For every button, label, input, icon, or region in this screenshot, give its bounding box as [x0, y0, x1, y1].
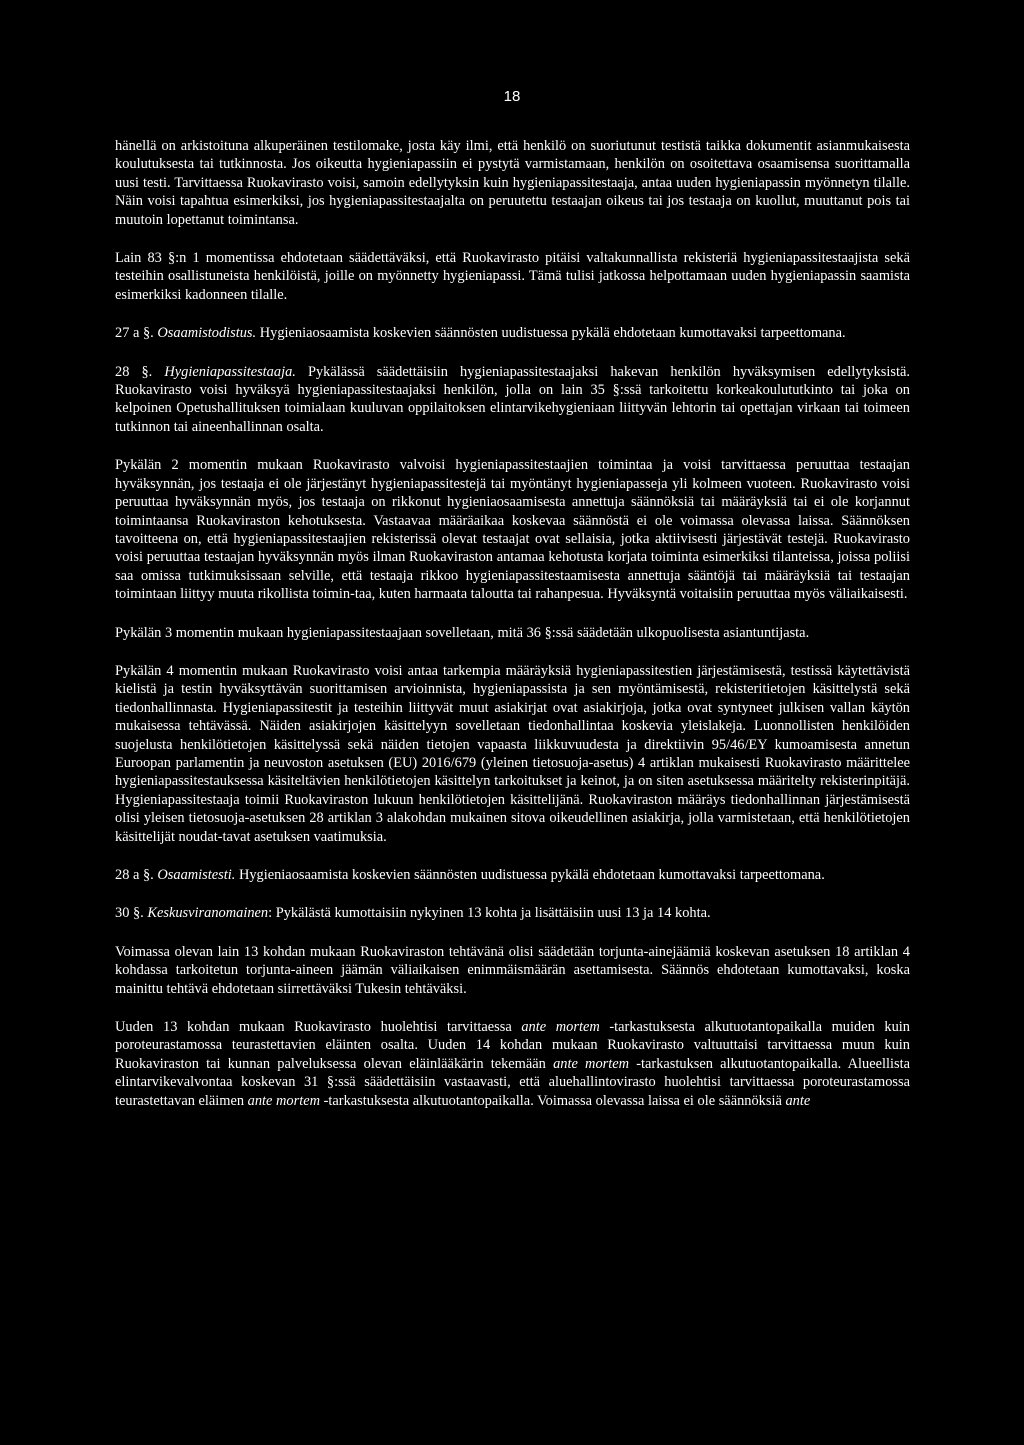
italic-text: Keskusviranomainen	[147, 905, 269, 922]
paragraph	[115, 943, 910, 998]
text-segment: 30 §.	[115, 905, 148, 922]
paragraph	[115, 249, 910, 304]
italic-text: ante	[785, 1092, 811, 1109]
text-segment: Hygieniaosaamista koskevien säännösten uudistuessa pykälä ehdotetaan kumottavaksi tarpeettomana.	[256, 325, 846, 342]
text-segment: Pykälässä säädettäisiin hygieniapassitestaajaksi hakevan henkilön hyväksymisen edellytyksistä. Ruokavirasto voisi hyväksyä hygieniapassitestaajaksi henkilön, jolla on lain 35 §:ssä tarkoitettu korkeakoulututkinto tai joka on kelpoinen Opetushallituksen toimialaan kuuluvan oppilaitoksen elintarvikehygieniaan liittyvän lehtorin tai opettajan virkaan tai toimeen tutkinnon tai aineenhallinnan osalta.	[115, 363, 910, 435]
paragraph	[115, 137, 910, 229]
paragraph	[115, 324, 910, 342]
italic-text: Osaamistesti.	[157, 867, 236, 883]
paragraph	[115, 866, 910, 884]
paragraph	[115, 624, 910, 642]
italic-text: ante mortem	[521, 1019, 600, 1036]
page-number: 18	[503, 88, 521, 105]
text-segment: Uuden 13 kohdan mukaan Ruokavirasto huolehtisi tarvittaessa	[115, 1019, 522, 1036]
text-segment: hänellä on arkistoituna alkuperäinen testilomake, josta käy ilmi, että henkilö on suoriutunut testistä taikka dokumentit asianmukaisesta koulutuksesta tai tutkinnosta. Jos oikeutta hygieniapassiin ei pystytä varmistamaan, henkilön on osoitettava osaamisensa suorittamalla uusi testi. Tarvittaessa Ruokavirasto voisi, samoin edellytyksin kuin hygieniapassitestaaja, antaa uuden hygieniapassin myönnetyn tilalle. Näin voisi tapahtua esimerkiksi, jos hygieniapassitestaajalta on peruutettu testaajan oikeus tai jos testaaja on kuollut, muuttanut pois tai muutoin lopettanut toimintansa.	[115, 138, 910, 228]
text-segment: Pykälän 2 momentin mukaan Ruokavirasto valvoisi hygieniapassitestaajien toimintaa ja voisi tarvittaessa peruuttaa testaajan hyväksynnän, jos testaaja ei ole järjestänyt hygieniapassitestejä tai myöntänyt hygieniapasseja yli kolmeen vuoteen. Ruokavirasto voisi peruuttaa hyväksynnän myös, jos testaaja on rikkonut hygieniaosaamisesta annettuja säännöksiä tai määräyksiä tai ei ole korjannut toimintaansa Ruokaviraston kehotuksesta. Vastaavaa määräaikaa koskevaa säännöstä ei ole voimassa olevassa laissa. Säännöksen tavoitteena on, että hygieniapassitestaajien rekisterissä olevat testaajat ovat sellaisia, jotka aktiivisesti järjestävät testejä. Ruokavirasto voisi peruuttaa testaajan hyväksynnän myös ilman Ruokaviraston antamaa kehotusta korjata toiminta esimerkiksi tilanteissa, joissa poliisi saa omissa tutkimuksissaan selville, että testaaja rikkoo hygieniapassitestaamisesta annettuja sääntöjä tai määräyksiä tai testaajan toimintaan liittyy muuta rikollista toimin-taa, kuten harmaata taloutta tai rahanpesua. Hyväksyntä voitaisiin peruuttaa myös väliaikaisesti.	[115, 457, 910, 603]
paragraph	[115, 662, 910, 846]
text-segment: Voimassa olevan lain 13 kohdan mukaan Ruokaviraston tehtävänä olisi säädetään torjunta-ainejäämiä koskevan asetuksen 18 artiklan 4 kohdassa tarkoitetun torjunta-aineen jäämän väliaikaisen enimmäismäärän asettamisesta. Säännös ehdotetaan kumottavaksi, koska mainittu tehtävä ehdotetaan siirrettäväksi Tukesin tehtäväksi.	[115, 943, 910, 997]
text-segment: -tarkastuksesta alkutuotantopaikalla muiden kuin poroteurastamossa teurastettavien eläinten osalta. Uuden 14 kohdan mukaan Ruokavirasto valtuuttaisi tarvittaessa muun kuin Ruokaviraston tai kunnan palveluksessa olevan eläinlääkärin tekemään	[115, 1019, 910, 1072]
italic-text: ante mortem	[247, 1092, 320, 1109]
text-segment: 28 a §.	[115, 867, 158, 883]
paragraph	[115, 904, 910, 922]
paragraph	[115, 1018, 910, 1110]
italic-text: Hygieniapassitestaaja.	[164, 363, 296, 380]
paragraph	[115, 456, 910, 603]
text-segment: : Pykälästä kumottaisiin nykyinen 13 kohta ja lisättäisiin uusi 13 ja 14 kohta.	[268, 905, 711, 922]
italic-text: Osaamistodistus.	[157, 325, 257, 342]
text-segment: Lain 83 §:n 1 momentissa ehdotetaan säädettäväksi, että Ruokavirasto pitäisi valtakunnallista rekisteriä hygieniapassitestaajista sekä testeihin osallistuneista henkilöistä, joille on myönnetty hygieniapassi. Tämä tulisi jatkossa helpottamaan uuden hygieniapassin saamista esimerkiksi kadonneen tilalle.	[115, 250, 910, 303]
text-segment: Pykälän 4 momentin mukaan Ruokavirasto voisi antaa tarkempia määräyksiä hygieniapassitestien järjestämisestä, testissä käytettävistä kielistä ja testin hyväksyttävän suorittamisen arvioinnista, hygieniapassista ja sen myöntämisestä, rekisteritietojen käsittelystä sekä tiedonhallinnasta. Hygieniapassitestit ja testeihin liittyvät muut asiakirjat ovat asiakirjoja, jotka ovat syntyneet julkisen vallan käytön mukaisessa tehtävässä. Näiden asiakirjojen käsittelyyn sovelletaan tiedonhallintaa koskevia yleislakeja. Luonnollisten henkilöiden suojelusta henkilötietojen käsittelyssä sekä näiden tietojen vapaasta liikkuvuudesta ja direktiivin 95/46/EY kumoamisesta annetun Euroopan parlamentin ja neuvoston asetuksen (EU) 2016/679 (yleinen tietosuoja-asetus) 4 artiklan mukaisesti Ruokavirasto määrittelee hygieniapassitestauksessa käsiteltävien henkilötietojen käsittelyn tarkoitukset ja keinot, ja on siten asetuksessa määritelty rekisterinpitäjä. Hygieniapassitestaaja toimii Ruokaviraston lukuun henkilötietojen käsittelijänä. Ruokaviraston määräys tiedonhallinnan järjestämisestä olisi yleisen tietosuoja-asetuksen 28 artiklan 3 alakohdan mukainen sitova oikeudellinen asiakirja, jolla varmistetaan, että henkilötietojen käsittelijät noudat-tavat asetuksen vaatimuksia.	[115, 662, 910, 845]
paragraph	[115, 363, 910, 437]
italic-text: ante mortem	[553, 1055, 630, 1072]
text-segment: 27 a §.	[115, 325, 158, 342]
text-segment: Pykälän 3 momentin mukaan hygieniapassitestaajaan sovelletaan, mitä 36 §:ssä säädetään ulkopuolisesta asiantuntijasta.	[115, 624, 810, 641]
text-segment: -tarkastuksen alkutuotantopaikalla. Alueellista elintarvikevalvontaa koskevan 31 §:ssä säädettäisiin vastaavasti, että aluehallintovirasto huolehtisi tarvittaessa poroteurastamossa teurastettavan eläimen	[115, 1055, 910, 1109]
document-body	[115, 137, 910, 1130]
text-segment: 28 §.	[115, 363, 165, 380]
text-segment: -tarkastuksesta alkutuotantopaikalla. Voimassa olevassa laissa ei ole säännöksiä	[320, 1092, 786, 1109]
text-segment: Hygieniaosaamista koskevien säännösten uudistuessa pykälä ehdotetaan kumottavaksi tarpeettomana.	[235, 867, 825, 883]
